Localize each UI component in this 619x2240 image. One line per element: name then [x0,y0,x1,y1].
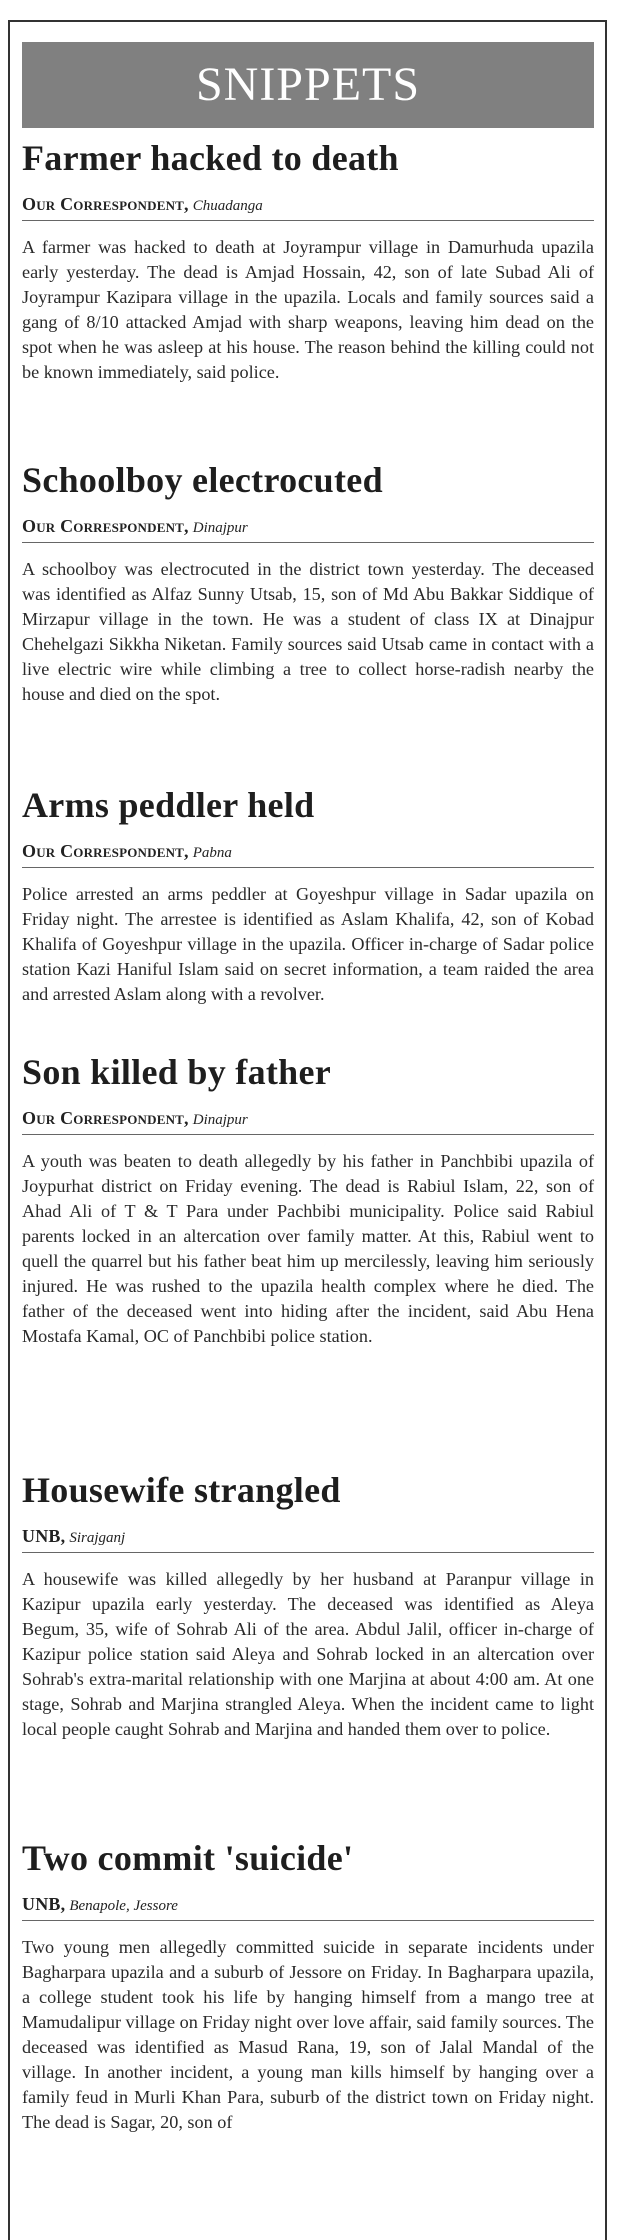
byline-source: Our Correspondent, [22,516,189,536]
byline-source: UNB, [22,1526,66,1546]
story-byline [22,516,594,543]
story-headline: Son killed by father [22,1052,332,1092]
story-body: A schoolboy was electrocuted in the district town yesterday. The deceased was identified as Alfaz Sunny Utsab, 15, son of Md Abu Bakkar Siddique of Mirzapur village in the town. He was a student of class IX at Dinajpur Chehelgazi Sikkha Niketan. Family sources said Utsab came in contact with a live electric wire while climbing a tree to collect horse-radish nearby the house and died on the spot. [22,559,594,704]
byline-source: Our Correspondent, [22,841,189,861]
story-body: A housewife was killed allegedly by her husband at Paranpur village in Kazipur upazila early yesterday. The deceased was identified as Aleya Begum, 35, wife of Sohrab Ali of the area. Abdul Jalil, officer in-charge of Kazipur police station said Aleya and Sohrab locked in an altercation over Sohrab's extra-marital relationship with one Marjina at about 4:00 am. At one stage, Sohrab and Marjina strangled Aleya. When the incident came to light local people caught Sohrab and Marjina and handed them over to police. [22,1569,594,1739]
story-two-suicide [22,1836,594,2135]
story-farmer [22,136,594,385]
story-byline [22,1526,594,1553]
story-son-killed [22,1050,594,1349]
story-body: A farmer was hacked to death at Joyrampur village in Damurhuda upazila early yesterday. The dead is Amjad Hossain, 42, son of late Subad Ali of Joyrampur Kazipara village in the upazila. Locals and family sources said a gang of 8/10 attacked Amjad with sharp weapons, leaving him dead on the spot when he was asleep at his house. The reason behind the killing could not be known immediately, said police. [22,237,594,382]
story-byline [22,194,594,221]
story-body: A youth was beaten to death allegedly by his father in Panchbibi upazila of Joypurhat district on Friday evening. The dead is Rabiul Islam, 22, son of Ahad Ali of T & T Para under Pachbibi municipality. Police said Rabiul parents locked in an altercation over family matter. At this, Rabiul went to quell the quarrel but his father beat him up mercilessly, leaving him seriously injured. He was rushed to the upazila health complex where he died. The father of the deceased went into hiding after the incident, said Abu Hena Mostafa Kamal, OC of Panchbibi police station. [22,1151,594,1346]
story-body: Two young men allegedly committed suicide in separate incidents under Bagharpara upazila and a suburb of Jessore on Friday. In Bagharpara upazila, a college student took his life by hanging himself from a mango tree at Mamudalipur village on Friday night over love affair, said family sources. The deceased was identified as Masud Rana, 19, son of Jalal Mandal of the village. In another incident, a young man kills himself by hanging over a family feud in Murli Khan Para, suburb of the district town on Friday night. The dead is Sagar, 20, son of [22,1937,594,2132]
byline-source: Our Correspondent, [22,1108,189,1128]
story-headline: Two commit 'suicide' [22,1838,354,1878]
section-banner: SNIPPETS [22,42,594,128]
byline-location: Chuadanga [192,198,263,214]
story-headline: Farmer hacked to death [22,138,399,178]
story-body: Police arrested an arms peddler at Goyeshpur village in Sadar upazila on Friday night. The arrestee is identified as Aslam Khalifa, 42, son of Kobad Khalifa of Goyeshpur village in the upazila. Officer in-charge of Sadar police station Kazi Haniful Islam said on secret information, a team raided the area and arrested Aslam along with a revolver. [22,884,594,1004]
story-headline: Housewife strangled [22,1470,341,1510]
story-housewife [22,1468,594,1742]
story-headline: Schoolboy electrocuted [22,460,383,500]
byline-location: Benapole, Jessore [69,1898,178,1914]
byline-source: Our Correspondent, [22,194,189,214]
story-byline [22,841,594,868]
byline-location: Dinajpur [192,520,248,536]
byline-source: UNB, [22,1894,66,1914]
story-byline [22,1894,594,1921]
story-arms-peddler [22,783,594,1007]
story-schoolboy [22,458,594,707]
byline-location: Sirajganj [69,1530,126,1546]
byline-location: Dinajpur [192,1112,248,1128]
story-byline [22,1108,594,1135]
story-headline: Arms peddler held [22,785,315,825]
byline-location: Pabna [192,845,232,861]
